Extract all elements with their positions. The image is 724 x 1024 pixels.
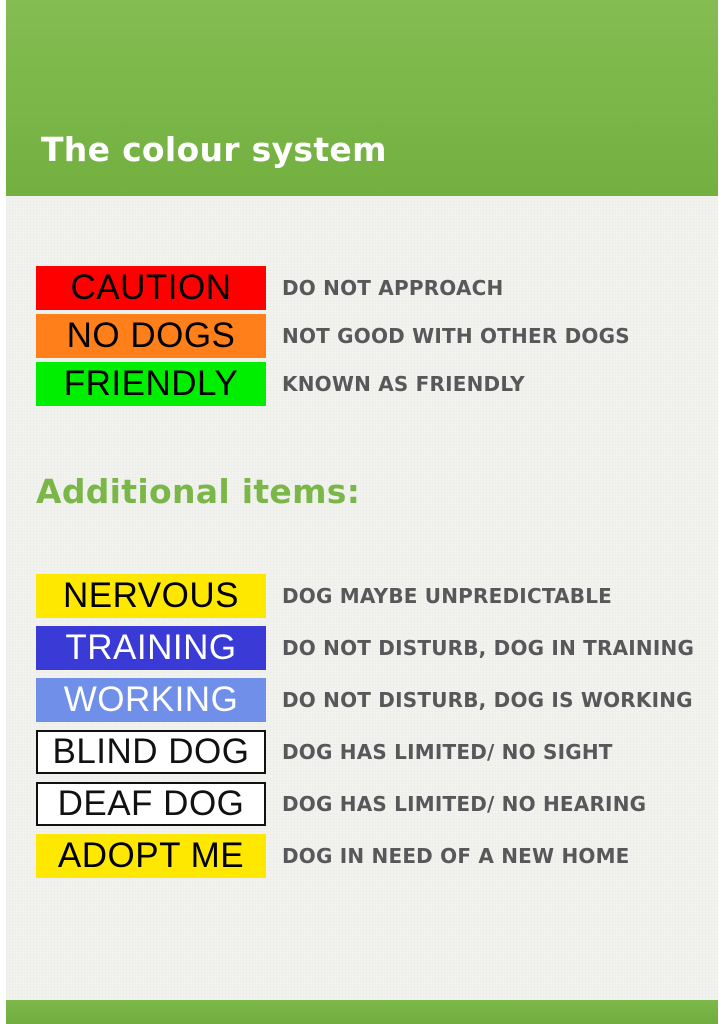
- tag-adopt-me: ADOPT ME: [36, 834, 266, 878]
- tag-description: DO NOT DISTURB, DOG IS WORKING: [282, 688, 693, 712]
- additional-items-group: [0, 574, 724, 878]
- header-band: [0, 0, 724, 196]
- tag-training: TRAINING: [36, 626, 266, 670]
- tag-description: DOG HAS LIMITED/ NO SIGHT: [282, 740, 613, 764]
- tag-description: KNOWN AS FRIENDLY: [282, 372, 525, 396]
- tag-blind-dog: BLIND DOG: [36, 730, 266, 774]
- tag-deaf-dog: DEAF DOG: [36, 782, 266, 826]
- tag-row: [0, 730, 724, 774]
- tag-row: [0, 678, 724, 722]
- tag-row: [0, 782, 724, 826]
- tag-description: NOT GOOD WITH OTHER DOGS: [282, 324, 630, 348]
- tag-description: DOG HAS LIMITED/ NO HEARING: [282, 792, 647, 816]
- tag-row: [0, 314, 724, 358]
- colour-system-group: [0, 266, 724, 406]
- tag-description: DOG IN NEED OF A NEW HOME: [282, 844, 630, 868]
- tag-row: [0, 266, 724, 310]
- tag-no-dogs: NO DOGS: [36, 314, 266, 358]
- page-edge-right: [718, 0, 724, 1024]
- tag-caution: CAUTION: [36, 266, 266, 310]
- tag-nervous: NERVOUS: [36, 574, 266, 618]
- tag-row: [0, 626, 724, 670]
- tag-working: WORKING: [36, 678, 266, 722]
- footer-band: [0, 1000, 724, 1024]
- tag-row: [0, 362, 724, 406]
- section-title-additional-items: Additional items:: [36, 472, 361, 511]
- poster-content: [0, 196, 724, 886]
- tag-friendly: FRIENDLY: [36, 362, 266, 406]
- tag-row: [0, 834, 724, 878]
- page-edge-left: [0, 0, 6, 1024]
- tag-description: DO NOT APPROACH: [282, 276, 504, 300]
- tag-description: DOG MAYBE UNPREDICTABLE: [282, 584, 613, 608]
- tag-description: DO NOT DISTURB, DOG IN TRAINING: [282, 636, 695, 660]
- tag-row: [0, 574, 724, 618]
- page-title: The colour system: [41, 130, 387, 169]
